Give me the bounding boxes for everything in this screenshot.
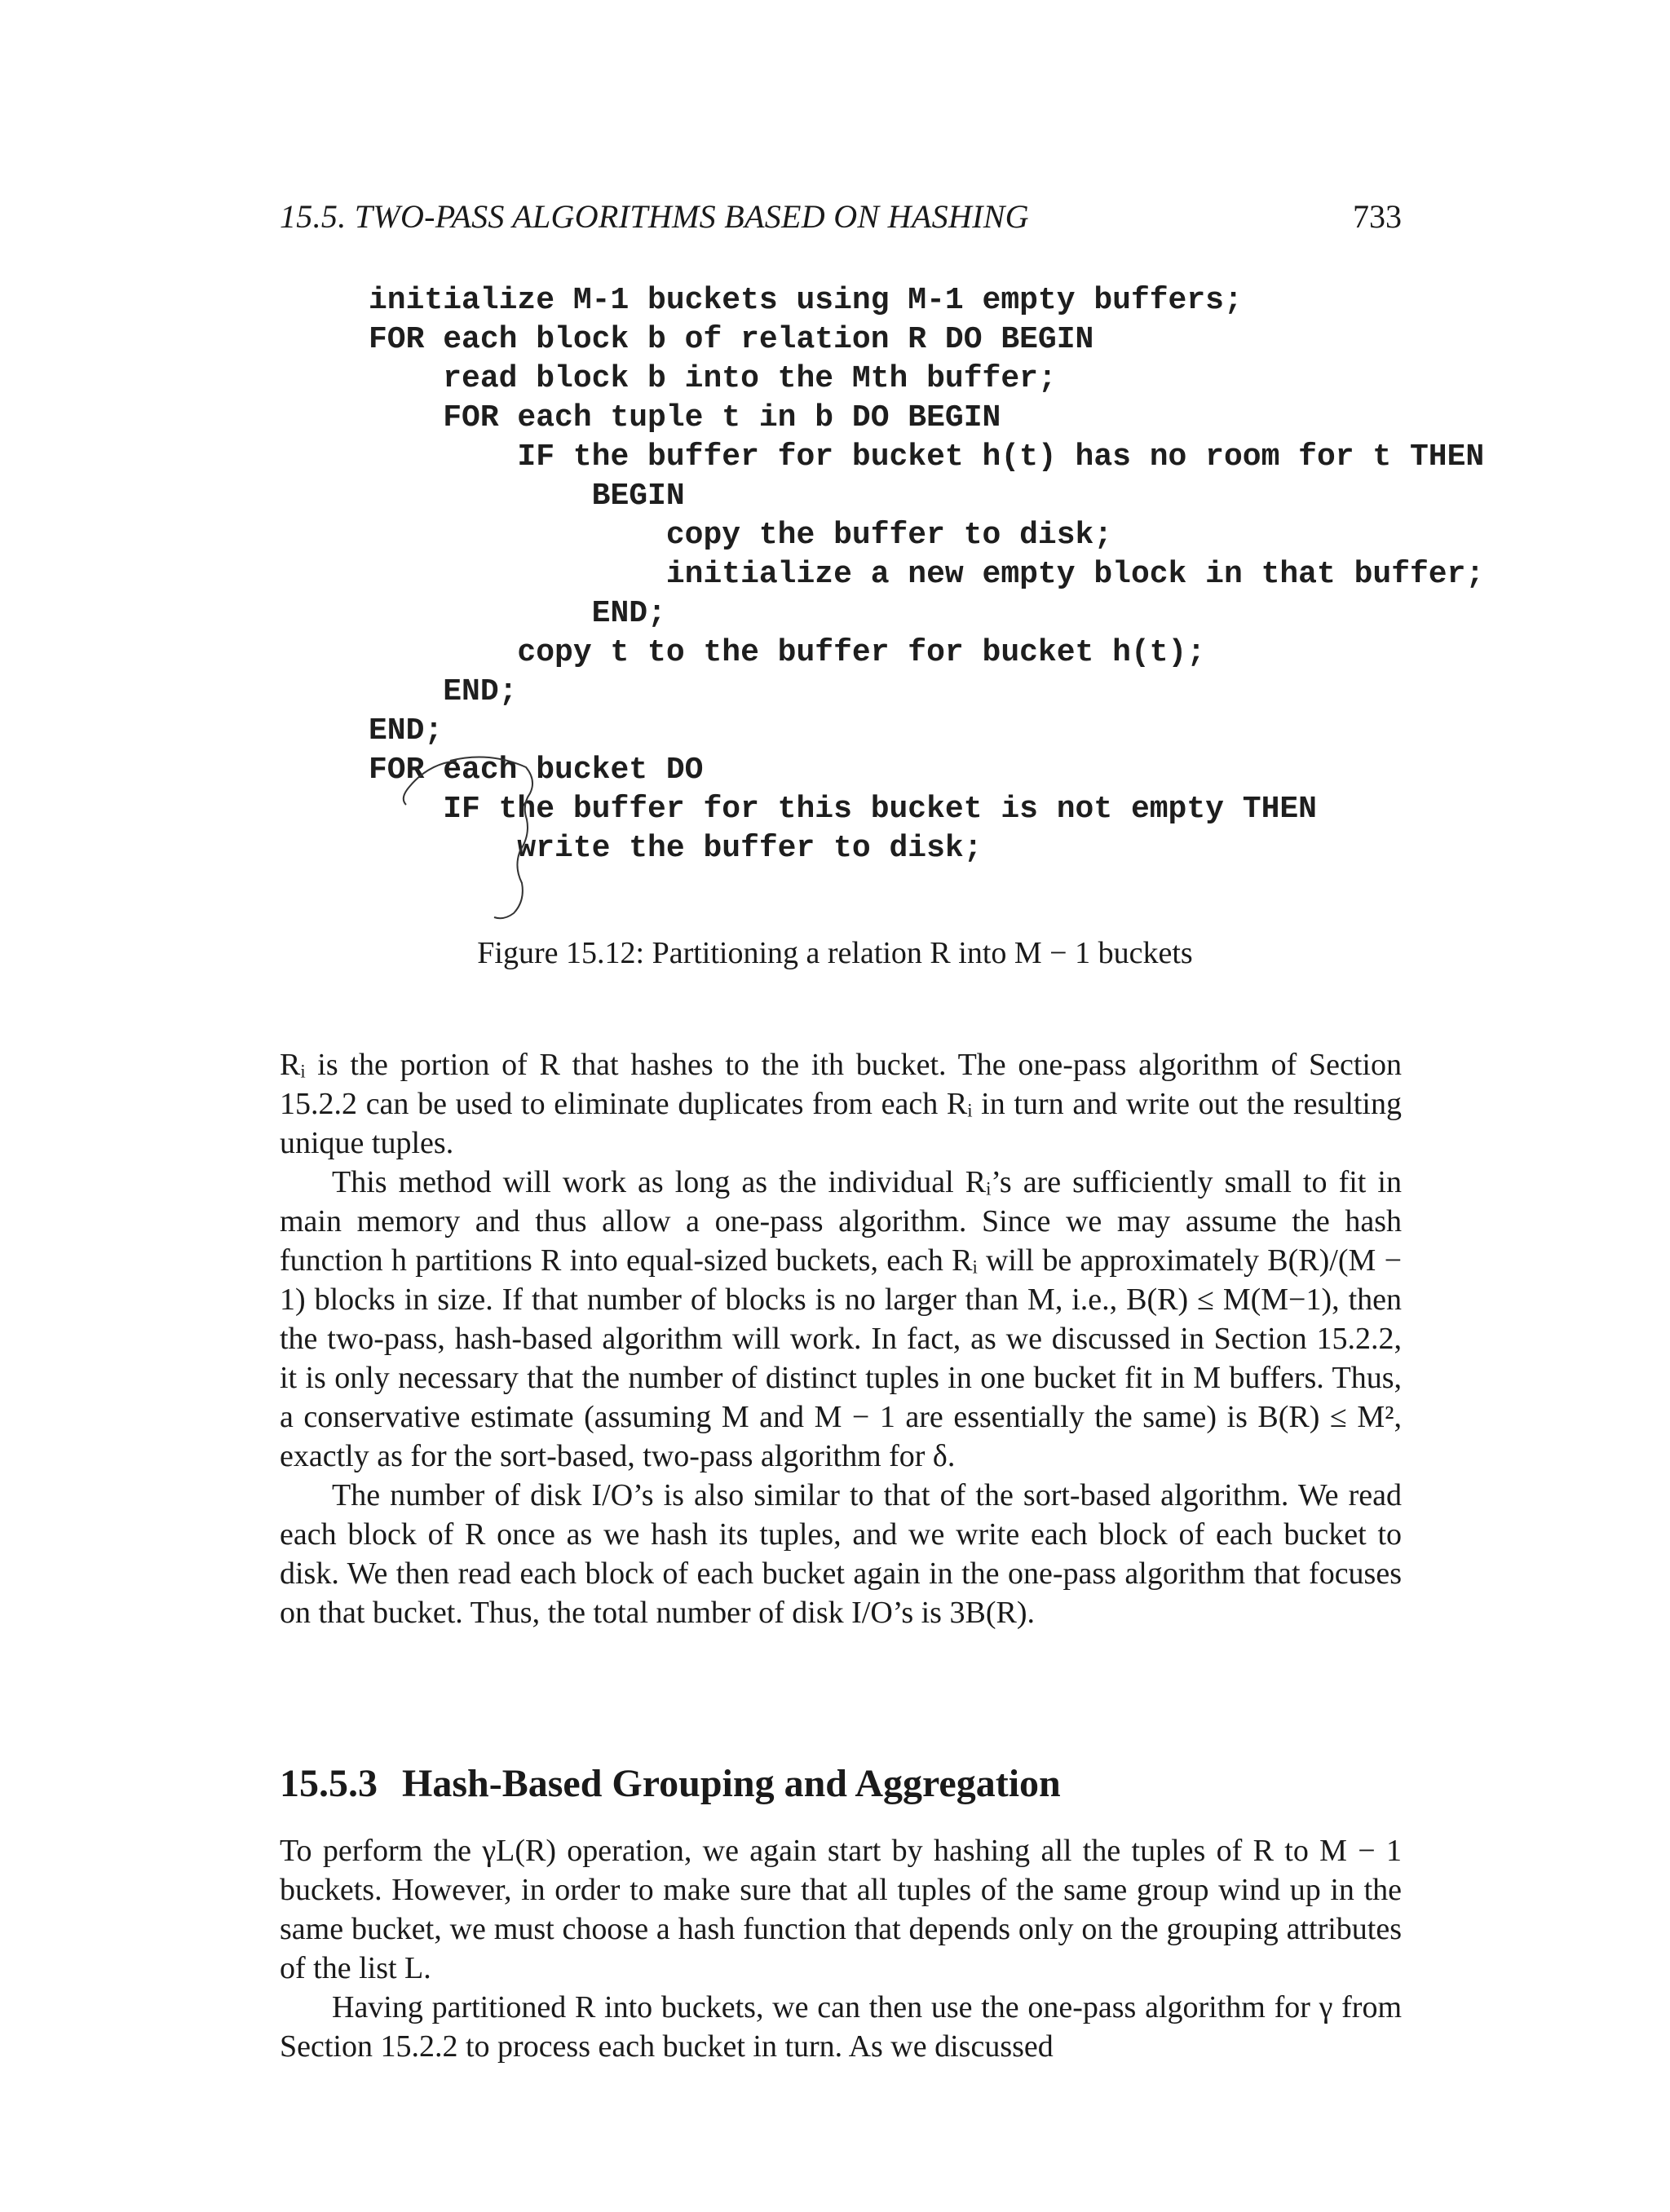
figure-caption: Figure 15.12: Partitioning a relation R into M − 1 buckets <box>477 936 1193 970</box>
paragraph-3: The number of disk I/O’s is also similar to that of the sort-based algorithm. We read each block of R once as we hash its tuples, and we write each block of each bucket to disk. We then read each block of each bucket again in the one-pass algorithm that focuses on that bucket. Thus, the total number of disk I/O’s is 3B(R). <box>280 1478 1402 1630</box>
code-line: IF the buffer for this bucket is not empty THEN <box>369 792 1317 827</box>
paragraph-5: Having partitioned R into buckets, we can then use the one-pass algorithm for γ from Section 15.2.2 to process each bucket in turn. As we discussed <box>280 1990 1402 2064</box>
code-line: copy the buffer to disk; <box>369 518 1113 553</box>
page-number: 733 <box>1353 198 1402 235</box>
body-text-before <box>280 1045 1402 1632</box>
running-header <box>280 197 1402 243</box>
section-heading <box>280 1761 1402 1806</box>
code-line: BEGIN <box>369 479 685 514</box>
section-title: Hash-Based Grouping and Aggregation <box>402 1762 1061 1805</box>
paragraph-2: This method will work as long as the individual Rᵢ’s are sufficiently small to fit in main memory and thus allow a one-pass algorithm. Since we may assume the hash function h partitions R into equal-sized buckets, each Rᵢ will be approximately B(R)/(M − 1) blocks in size. If that number of blocks is no larger than M, i.e., B(R) ≤ M(M−1), then the two-pass, hash-based algorithm will work. In fact, as we discussed in Section 15.2.2, it is only necessary that the number of distinct tuples in one bucket fit in M buffers. Thus, a conservative estimate (assuming M and M − 1 are essentially the same) is B(R) ≤ M², exactly as for the sort-based, two-pass algorithm for δ. <box>280 1165 1402 1473</box>
code-line: write the buffer to disk; <box>369 831 983 866</box>
handwritten-scribble-mark <box>391 746 579 942</box>
code-line: END; <box>369 674 518 709</box>
code-line: copy t to the buffer for bucket h(t); <box>369 635 1206 670</box>
code-line: read block b into the Mth buffer; <box>369 361 1057 396</box>
paragraph-1: Rᵢ is the portion of R that hashes to the ith bucket. The one-pass algorithm of Section 15.2.2 can be used to eliminate duplicates from each Rᵢ in turn and write out the resulting unique tuples. <box>280 1048 1402 1160</box>
code-line: FOR each tuple t in b DO BEGIN <box>369 400 1001 435</box>
code-line: FOR each bucket DO <box>369 753 704 788</box>
code-line: initialize M-1 buckets using M-1 empty buffers; <box>369 283 1243 318</box>
code-line: initialize a new empty block in that buffer; <box>369 557 1485 592</box>
body-text-after <box>280 1831 1402 2066</box>
code-line: FOR each block b of relation R DO BEGIN <box>369 322 1094 357</box>
running-title: 15.5. TWO-PASS ALGORITHMS BASED ON HASHING <box>280 198 1029 235</box>
section-number: 15.5.3 <box>280 1762 378 1805</box>
code-line: END; <box>369 713 444 748</box>
paragraph-4: To perform the γL(R) operation, we again start by hashing all the tuples of R to M − 1 buckets. However, in order to make sure that all tuples of the same group wind up in the same bucket, we must choose a hash function that depends only on the grouping attributes of the list L. <box>280 1834 1402 1985</box>
code-line: IF the buffer for bucket h(t) has no room for t THEN <box>369 439 1485 475</box>
code-line: END; <box>369 596 666 631</box>
